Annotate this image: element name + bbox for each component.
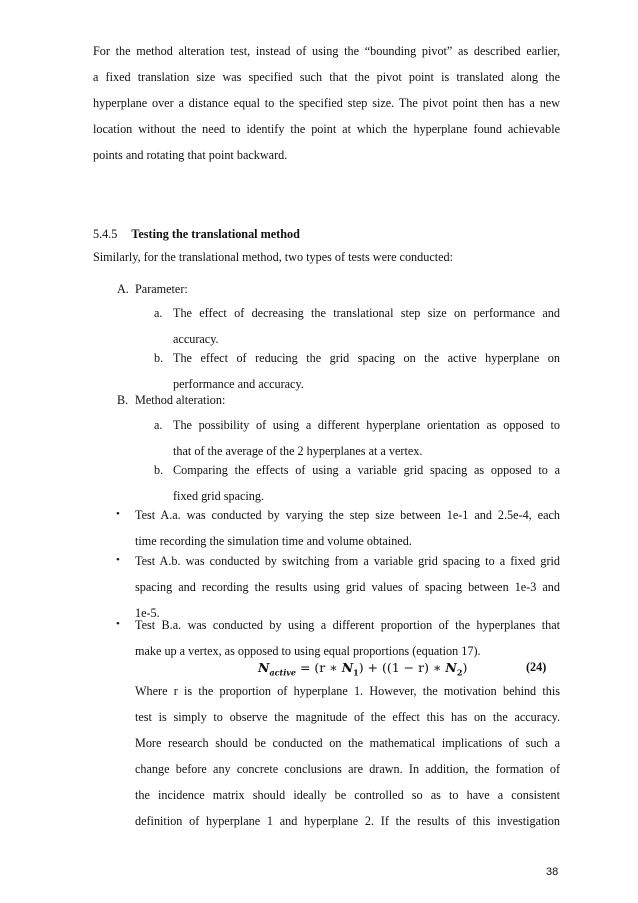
page-number: 38 (546, 866, 559, 878)
list-item-line: The possibility of using a different hyperplane orientation as opposed to (173, 418, 560, 432)
closing-line: Where r is the proportion of hyperplane 1. However, the motivation behind this (135, 684, 560, 698)
section-intro: Similarly, for the translational method, two types of tests were conducted: (93, 250, 454, 264)
section-heading (93, 227, 300, 242)
eq-symbol: N (445, 660, 457, 675)
eq-text: ) + ((1 − r) ∗ (358, 660, 446, 675)
bullet-line: Test B.a. was conducted by using a different proportion of the hyperplanes that (135, 618, 560, 632)
list-item-A: Parameter: (135, 282, 188, 296)
eq-symbol: N (258, 660, 270, 675)
bullet-icon: • (116, 618, 120, 630)
bullet-line: Test A.b. was conducted by switching from a variable grid spacing to a fixed grid (135, 554, 560, 568)
eq-text: = (r ∗ (295, 660, 342, 675)
bullet-item-1 (135, 502, 560, 554)
eq-symbol: N (341, 660, 354, 675)
bullet-line: Test A.a. was conducted by varying the step size between 1e-1 and 2.5e-4, each (135, 508, 560, 522)
list-item-line: accuracy. (173, 332, 219, 346)
equation (258, 660, 467, 678)
list-label-B-b: b. (154, 463, 164, 477)
list-item-line: The effect of decreasing the translational step size on performance and (173, 306, 560, 320)
list-label-A-b: b. (154, 351, 164, 365)
bullet-line: time recording the simulation time and volume obtained. (135, 534, 412, 548)
list-item-line: that of the average of the 2 hyperplanes at a vertex. (173, 444, 423, 458)
list-label-A: A. (117, 282, 129, 296)
list-item-line: Comparing the effects of using a variable grid spacing as opposed to a (173, 463, 560, 477)
eq-subscript: 1 (353, 667, 359, 678)
intro-line: points and rotating that point backward. (93, 148, 288, 162)
list-label-A-a: a. (154, 306, 163, 320)
bullet-line: 1e-5. (135, 606, 160, 620)
equation-number: (24) (526, 660, 547, 674)
list-item-line: fixed grid spacing. (173, 489, 265, 503)
list-item-line: performance and accuracy. (173, 377, 304, 391)
intro-line: For the method alteration test, instead of using the “bounding pivot” as described earlier, (93, 44, 560, 58)
bullet-line: make up a vertex, as opposed to using equal proportions (equation 17). (135, 644, 481, 658)
list-item-B: Method alteration: (135, 393, 226, 407)
bullet-item-3 (135, 612, 560, 664)
list-label-B-a: a. (154, 418, 163, 432)
eq-text: ) (462, 660, 468, 675)
intro-line: location without the need to identify the point at which the hyperplane found achievable (93, 122, 560, 136)
section-title: Testing the translational method (131, 227, 300, 241)
bullet-icon: • (116, 554, 120, 566)
intro-line: hyperplane over a distance equal to the specified step size. The pivot point then has a new (93, 96, 560, 110)
intro-paragraph (93, 38, 560, 168)
closing-line: test is simply to observe the magnitude of the effect this has on the accuracy. (135, 710, 560, 724)
intro-line: a fixed translation size was specified such that the pivot point is translated along the (93, 70, 560, 84)
list-item-A-b (173, 345, 560, 397)
bullet-icon: • (116, 508, 120, 520)
eq-subscript: active (269, 667, 296, 678)
list-item-line: The effect of reducing the grid spacing on the active hyperplane on (173, 351, 560, 365)
section-number: 5.4.5 (93, 227, 118, 241)
eq-subscript: 2 (456, 667, 463, 678)
list-label-B: B. (117, 393, 129, 407)
bullet-line: spacing and recording the results using grid values of spacing between 1e-3 and (135, 580, 560, 594)
closing-line: definition of hyperplane 1 and hyperplane 2. If the results of this investigation (135, 814, 560, 828)
closing-line: change before any concrete conclusions are drawn. In addition, the formation of (135, 762, 560, 776)
closing-line: the incidence matrix should ideally be controlled so as to have a consistent (135, 788, 560, 802)
closing-line: More research should be conducted on the mathematical implications of such a (135, 736, 560, 750)
closing-paragraph (135, 678, 560, 834)
